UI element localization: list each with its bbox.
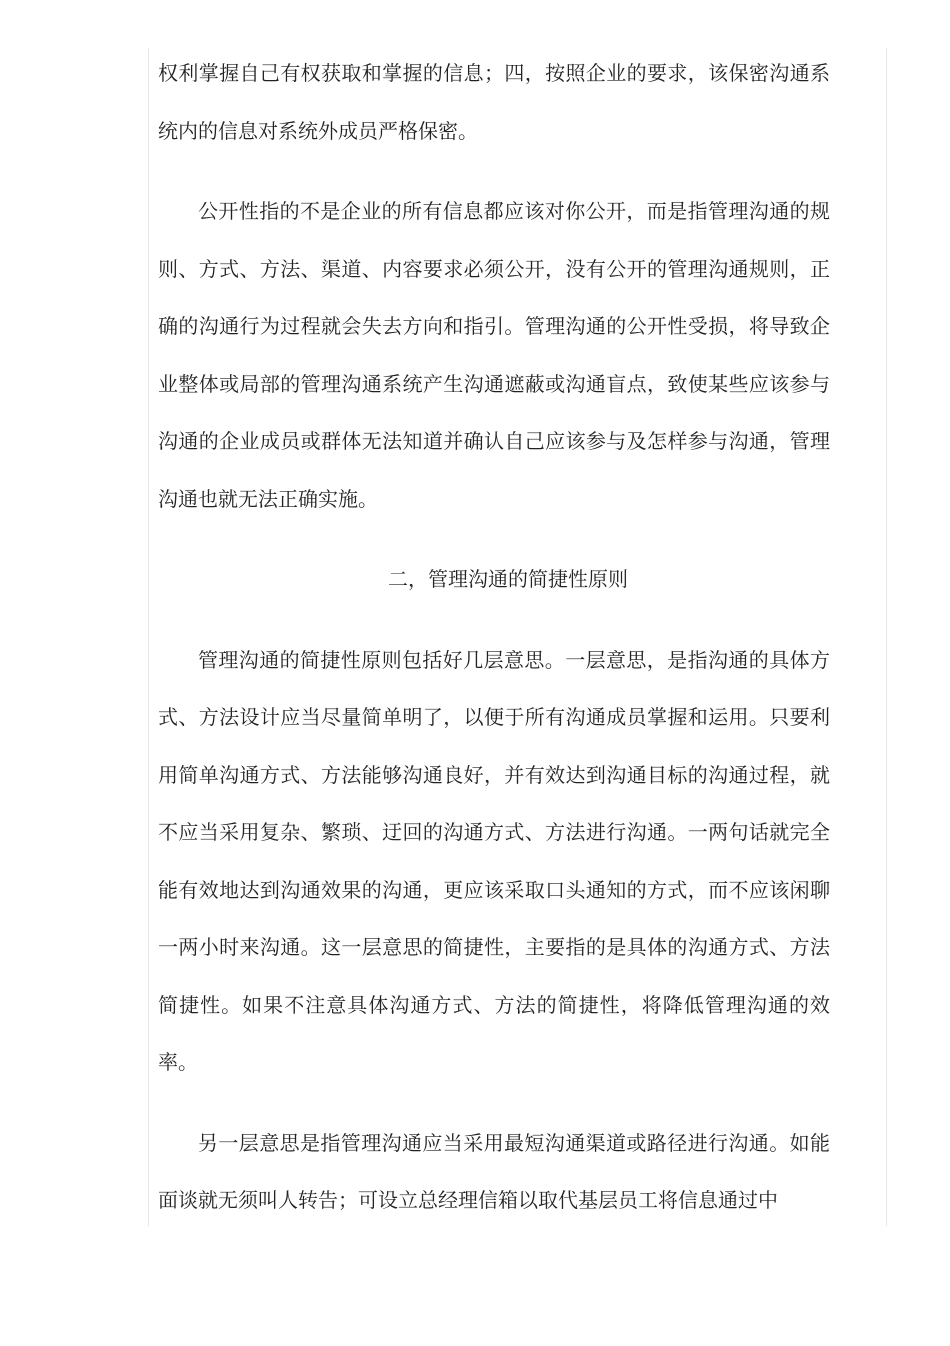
paragraph-simplicity: 管理沟通的简捷性原则包括好几层意思。一层意思，是指沟通的具体方式、方法设计应当尽量简单明了，以便于所有沟通成员掌握和运用。只要利用简单沟通方式、方法能够沟通良好，并有效达到沟通目标的沟通过程，就不应当采用复杂、繁琐、迂回的沟通方式、方法进行沟通。一两句话就完全能有效地达到沟通效果的沟通，更应该采取口头通知的方式，而不应该闲聊一两小时来沟通。这一层意思的简捷性，主要指的是具体的沟通方式、方法简捷性。如果不注意具体沟通方式、方法的简捷性，将降低管理沟通的效率。 (158, 647, 830, 1074)
left-margin-rule (148, 48, 149, 1226)
section-heading: 二，管理沟通的简捷性原则 (388, 567, 628, 591)
paragraph-spacer (158, 160, 830, 183)
document-body (158, 45, 830, 1230)
paragraph-confidentiality-continued: 权利掌握自己有权获取和掌握的信息；四，按照企业的要求，该保密沟通系统内的信息对系统外成员严格保密。 (158, 61, 830, 143)
paragraph-spacer (158, 609, 830, 632)
paragraph-openness: 公开性指的不是企业的所有信息都应该对你公开，而是指管理沟通的规则、方式、方法、渠道、内容要求必须公开，没有公开的管理沟通规则，正确的沟通行为过程就会失去方向和指引。管理沟通的公开性受损，将导致企业整体或局部的管理沟通系统产生沟通遮蔽或沟通盲点，致使某些应该参与沟通的企业成员或群体无法知道并确认自己应该参与及怎样参与沟通，管理沟通也就无法正确实施。 (158, 199, 830, 511)
paragraph-spacer (158, 1092, 830, 1115)
paragraph-spacer (158, 528, 830, 551)
paragraph-shortest-channel: 另一层意思是指管理沟通应当采用最短沟通渠道或路径进行沟通。如能面谈就无须叫人转告；可设立总经理信箱以取代基层员工将信息通过中 (158, 1130, 830, 1212)
right-margin-rule (886, 48, 887, 1226)
